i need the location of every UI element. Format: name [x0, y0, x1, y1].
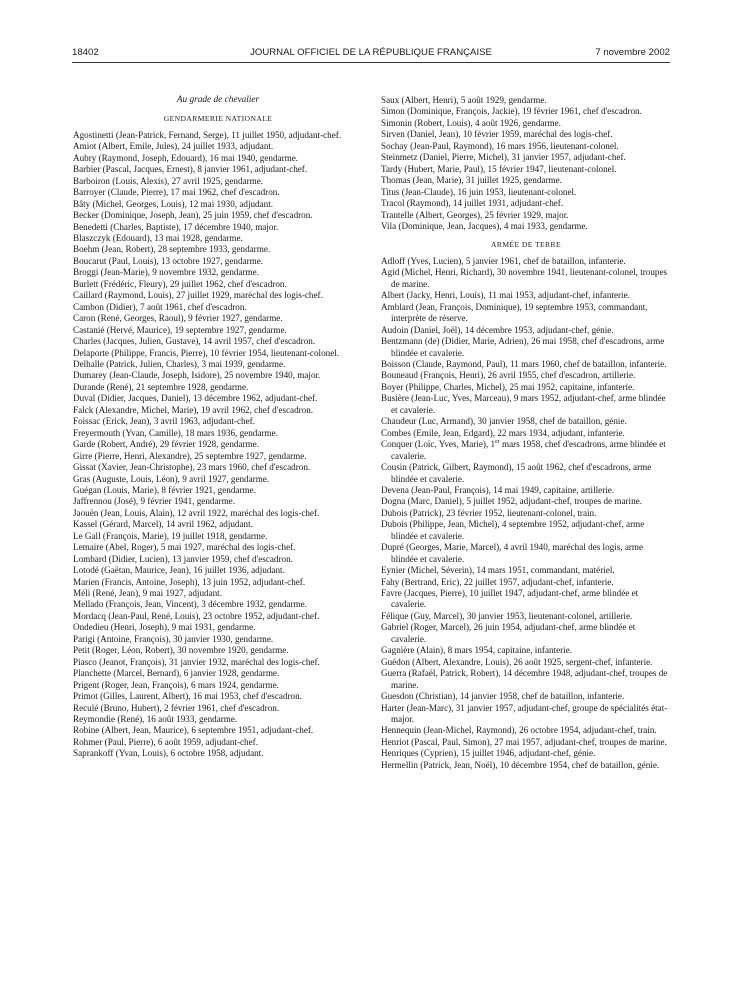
list-item: Lombard (Didier, Lucien), 13 janvier 1959, chef d'escadron.	[73, 553, 293, 564]
right-column	[381, 95, 671, 771]
list-item: Benedetti (Charles, Baptiste), 17 décembre 1940, major.	[73, 221, 279, 232]
list-item: Amblard (Jean, François, Dominique), 19 septembre 1953, commandant, interprète de réserve.	[381, 301, 648, 324]
list-item: Rohmer (Paul, Pierre), 6 août 1959, adjudant-chef.	[73, 736, 258, 747]
list-item: Simon (Dominique, François, Jackie), 19 février 1961, chef d'escadron.	[381, 106, 642, 117]
list-item: Marien (Francis, Antoine, Joseph), 13 juin 1952, adjudant-chef.	[73, 576, 306, 587]
page-number: 18402	[72, 47, 99, 58]
list-item: Duval (Didier, Jacques, Daniel), 13 décembre 1962, adjudant-chef.	[73, 393, 318, 404]
list-item: Jaffrennou (José), 9 février 1941, gendarme.	[73, 496, 235, 507]
list-item: Jaouën (Jean, Louis, Alain), 12 avril 1922, maréchal des logis-chef.	[73, 507, 320, 518]
list-item: Méli (René, Jean), 9 mai 1927, adjudant.	[73, 588, 223, 599]
list-item: Reymondie (René), 16 août 1933, gendarme.	[73, 714, 238, 725]
list-item: Harter (Jean-Marc), 31 janvier 1957, adjudant-chef, groupe de spécialités état-major.	[381, 702, 668, 725]
list-item: Steinmetz (Daniel, Pierre, Michel), 31 janvier 1957, adjudant-chef.	[381, 152, 626, 163]
list-item: Gissat (Xavier, Jean-Christophe), 23 mars 1960, chef d'escadron.	[73, 462, 311, 473]
list-item: Hermellin (Patrick, Jean, Noël), 10 décembre 1954, chef de bataillon, génie.	[381, 759, 660, 770]
list-item: Busière (Jean-Luc, Yves, Marceau), 9 mars 1952, adjudant-chef, arme blindée et cavalerie.	[381, 393, 666, 415]
list-item: Cambon (Didier), 7 août 1961, chef d'escadron.	[73, 301, 247, 312]
list-item: Devena (Jean-Paul, François), 14 mai 1949, capitaine, artillerie.	[381, 484, 615, 495]
list-item: Henriot (Pascal, Paul, Simon), 27 mai 1957, adjudant-chef, troupes de marine.	[381, 736, 667, 747]
list-item: Gras (Auguste, Louis, Léon), 9 avril 1927, gendarme.	[73, 473, 270, 484]
list-item: Dubois (Philippe, Jean, Michel), 4 septembre 1952, adjudant-chef, arme blindée et cavalerie.	[381, 519, 645, 541]
list-item: Reculé (Bruno, Hubert), 2 février 1961, chef d'escadron.	[73, 702, 280, 713]
list-item: Falck (Alexandre, Michel, Marie), 19 avril 1962, chef d'escadron.	[73, 404, 314, 415]
list-item: Caron (René, Georges, Raoul), 9 février 1927, gendarme.	[73, 313, 283, 324]
entry-list-armee-de-terre	[381, 256, 671, 771]
list-item: Gagnière (Alain), 8 mars 1954, capitaine, infanterie.	[381, 645, 573, 656]
list-item: Boisson (Claude, Raymond, Paul), 11 mars 1960, chef de bataillon, infanterie.	[381, 358, 667, 369]
list-item: Mellado (François, Jean, Vincent), 3 décembre 1932, gendarme.	[73, 599, 307, 610]
list-item: Saprankoff (Yvan, Louis), 6 octobre 1958, adjudant.	[73, 748, 264, 759]
list-item: Agostinetti (Jean-Patrick, Fernand, Serge), 11 juillet 1950, adjudant-chef.	[73, 129, 342, 140]
list-item: Bouneaud (François, Henri), 26 avril 1955, chef d'escadron, artillerie.	[381, 370, 636, 381]
list-item: Thomas (Jean, Marie), 31 juillet 1925, gendarme.	[381, 175, 562, 186]
list-item: Guesdon (Christian), 14 janvier 1958, chef de bataillon, infanterie.	[381, 691, 625, 702]
section-title-armee-de-terre: ARMÉE DE TERRE	[490, 240, 561, 250]
list-item: Barroyer (Claude, Pierre), 17 mai 1962, chef d'escadron.	[73, 187, 280, 198]
list-item: Tracol (Raymond), 14 juillet 1931, adjudant-chef.	[381, 198, 564, 209]
list-item: Dumarey (Jean-Claude, Joseph, Isidore), 25 novembre 1940, major.	[73, 370, 321, 381]
list-item: Blaszczyk (Edouard), 13 mai 1928, gendarme.	[73, 232, 243, 243]
list-item: Barboiron (Louis, Alexis), 27 avril 1925, gendarme.	[73, 175, 264, 186]
list-item: Amiot (Albert, Emile, Jules), 24 juillet 1933, adjudant.	[73, 141, 274, 152]
list-item: Parigi (Antoine, François), 30 janvier 1930, gendarme.	[73, 633, 274, 644]
header-rule	[72, 62, 670, 63]
list-item: Chaudeur (Luc, Armand), 30 janvier 1958, chef de bataillon, génie.	[381, 416, 627, 427]
list-item: Guerra (Rafaël, Patrick, Robert), 14 décembre 1948, adjudant-chef, troupes de marine.	[381, 668, 668, 690]
list-item: Combes (Emile, Jean, Edgard), 22 mars 1934, adjudant, infanterie.	[381, 427, 625, 438]
list-item: Boehm (Jean, Robert), 28 septembre 1933, gendarme.	[73, 244, 271, 255]
list-item: Félique (Guy, Marcel), 30 janvier 1953, lieutenant-colonel, artillerie.	[381, 610, 633, 621]
list-item: Fahy (Bertrand, Eric), 22 juillet 1957, adjudant-chef, infanterie.	[381, 576, 614, 587]
list-item: Henriques (Cyprien), 15 juillet 1946, adjudant-chef, génie.	[381, 748, 596, 759]
list-item: Dubois (Patrick), 23 février 1952, lieutenant-colonel, train.	[381, 507, 597, 518]
list-item: Durande (René), 21 septembre 1928, gendarme.	[73, 381, 249, 392]
list-item: Broggi (Jean-Marie), 9 novembre 1932, gendarme.	[73, 267, 259, 278]
list-item: Lotodé (Gaëtan, Maurice, Jean), 16 juillet 1936, adjudant.	[73, 565, 285, 576]
list-item: Petit (Roger, Léon, Robert), 30 novembre 1920, gendarme.	[73, 645, 289, 656]
list-item: Lemaire (Abel, Roger), 5 mai 1927, maréchal des logis-chef.	[73, 542, 296, 553]
list-item: Cousin (Patrick, Gilbert, Raymond), 15 août 1962, chef d'escadrons, arme blindée et cavalerie.	[381, 462, 652, 484]
list-item: Favre (Jacques, Pierre), 10 juillet 1947, adjudant-chef, arme blindée et cavalerie.	[381, 588, 639, 610]
grade-title: Au grade de chevalier	[176, 95, 260, 105]
list-item: Gabriel (Roger, Marcel), 26 juin 1954, adjudant-chef, arme blindée et cavalerie.	[381, 622, 636, 644]
list-item: Kassel (Gérard, Marcel), 14 avril 1962, adjudant.	[73, 519, 253, 530]
list-item: Delaporte (Philippe, Francis, Pierre), 10 février 1954, lieutenant-colonel.	[73, 347, 340, 358]
list-item: Barbier (Pascal, Jacques, Ernest), 8 janvier 1961, adjudant-chef.	[73, 164, 308, 175]
list-item: Albert (Jacky, Henri, Louis), 11 mai 1953, adjudant-chef, infanterie.	[381, 290, 630, 301]
list-item: Freyermouth (Yvan, Camille), 18 mars 1936, gendarme.	[73, 427, 278, 438]
list-item: Boyer (Philippe, Charles, Michel), 25 mai 1952, capitaine, infanterie.	[381, 381, 635, 392]
list-item: Becker (Dominique, Joseph, Jean), 25 juin 1959, chef d'escadron.	[73, 210, 313, 221]
list-item: Le Gall (François, Marie), 19 juillet 1918, gendarme.	[73, 530, 268, 541]
list-item: Primot (Gilles, Laurent, Albert), 16 mai 1953, chef d'escadron.	[73, 691, 302, 702]
list-item: Garde (Robert, André), 29 février 1928, gendarme.	[73, 439, 259, 450]
list-item: Dupré (Georges, Marie, Marcel), 4 avril 1940, maréchal des logis, arme blindée et cavalerie.	[381, 542, 644, 564]
list-item: Planchette (Marcel, Bernard), 6 janvier 1928, gendarme.	[73, 668, 280, 679]
list-item: Agid (Michel, Henri, Richard), 30 novembre 1941, lieutenant-colonel, troupes de marine.	[381, 267, 668, 289]
list-item: Delhalle (Patrick, Julien, Charles), 3 mai 1939, gendarme.	[73, 358, 286, 369]
list-item: Sochay (Jean-Paul, Raymond), 16 mars 1956, lieutenant-colonel.	[381, 140, 619, 151]
list-item: Bâty (Michel, Georges, Louis), 12 mai 1930, adjudant.	[73, 198, 274, 209]
list-item: Boucarut (Paul, Louis), 13 octobre 1927, gendarme.	[73, 255, 264, 266]
list-item: Guégan (Louis, Marie), 8 février 1921, gendarme.	[73, 484, 256, 495]
list-item: Dogna (Marc, Daniel), 5 juillet 1952, adjudant-chef, troupes de marine.	[381, 496, 642, 507]
list-item: Foissac (Erick, Jean), 3 avril 1963, adjudant-chef.	[73, 416, 255, 427]
list-item: Tardy (Hubert, Marie, Paul), 15 février 1947, lieutenant-colonel.	[381, 163, 617, 174]
list-item: Titus (Jean-Claude), 16 juin 1953, lieutenant-colonel.	[381, 186, 577, 197]
section-title-gendarmerie: GENDARMERIE NATIONALE	[163, 114, 273, 124]
list-item: Aubry (Raymond, Joseph, Edouard), 16 mai 1940, gendarme.	[73, 152, 299, 163]
list-item: Simonin (Robert, Louis), 4 août 1926, gendarme.	[381, 117, 561, 128]
entry-list-gendarmerie-continued	[381, 95, 671, 232]
list-item: Charles (Jacques, Julien, Gustave), 14 avril 1957, chef d'escadron.	[73, 336, 316, 347]
list-item: Trantelle (Albert, Georges), 25 février 1929, major.	[381, 209, 569, 220]
issue-date: 7 novembre 2002	[595, 47, 670, 58]
list-item: Burlett (Frédéric, Fleury), 29 juillet 1962, chef d'escadron.	[73, 278, 287, 289]
list-item: Eynier (Michel, Séverin), 14 mars 1951, commandant, matériel.	[381, 565, 615, 576]
list-item: Hennequin (Jean-Michel, Raymond), 26 octobre 1954, adjudant-chef, train.	[381, 725, 657, 736]
list-item: Robine (Albert, Jean, Maurice), 6 septembre 1951, adjudant-chef.	[73, 725, 314, 736]
list-item: Ondedieu (Henri, Joseph), 9 mai 1931, gendarme.	[73, 622, 256, 633]
list-item: Castanié (Hervé, Maurice), 19 septembre 1927, gendarme.	[73, 324, 287, 335]
list-item: Conquer (Loïc, Yves, Marie), 1er mars 1958, chef d'escadrons, arme blindée et cavalerie.	[381, 439, 666, 461]
list-item: Vila (Dominique, Jean, Jacques), 4 mai 1933, gendarme.	[381, 220, 588, 231]
entry-list-gendarmerie	[73, 130, 363, 760]
list-item: Girre (Pierre, Henri, Alexandre), 25 septembre 1927, gendarme.	[73, 450, 307, 461]
list-item: Sirven (Daniel, Jean), 10 février 1959, maréchal des logis-chef.	[381, 129, 613, 140]
list-item: Guédon (Albert, Alexandre, Louis), 26 août 1925, sergent-chef, infanterie.	[381, 656, 653, 667]
list-item: Bentzmann (de) (Didier, Marie, Adrien), 26 mai 1958, chef d'escadrons, arme blindée et cavalerie.	[381, 336, 665, 358]
list-item: Piasco (Jeanot, François), 31 janvier 1932, maréchal des logis-chef.	[73, 656, 320, 667]
page-header	[72, 47, 670, 61]
list-item: Saux (Albert, Henri), 5 août 1929, gendarme.	[381, 95, 547, 105]
list-item: Adloff (Yves, Lucien), 5 janvier 1961, chef de bataillon, infanterie.	[381, 255, 626, 266]
list-item: Audoin (Daniel, Joël), 14 décembre 1953, adjudant-chef, génie.	[381, 324, 614, 335]
left-column	[73, 95, 363, 760]
journal-title: JOURNAL OFFICIEL DE LA RÉPUBLIQUE FRANÇAISE	[250, 47, 492, 58]
list-item: Mordacq (Jean-Paul, René, Louis), 23 octobre 1952, adjudant-chef.	[73, 610, 320, 621]
list-item: Prigent (Roger, Jean, François), 6 mars 1924, gendarme.	[73, 679, 279, 690]
list-item: Caillard (Raymond, Louis), 27 juillet 1929, maréchal des logis-chef.	[73, 290, 323, 301]
